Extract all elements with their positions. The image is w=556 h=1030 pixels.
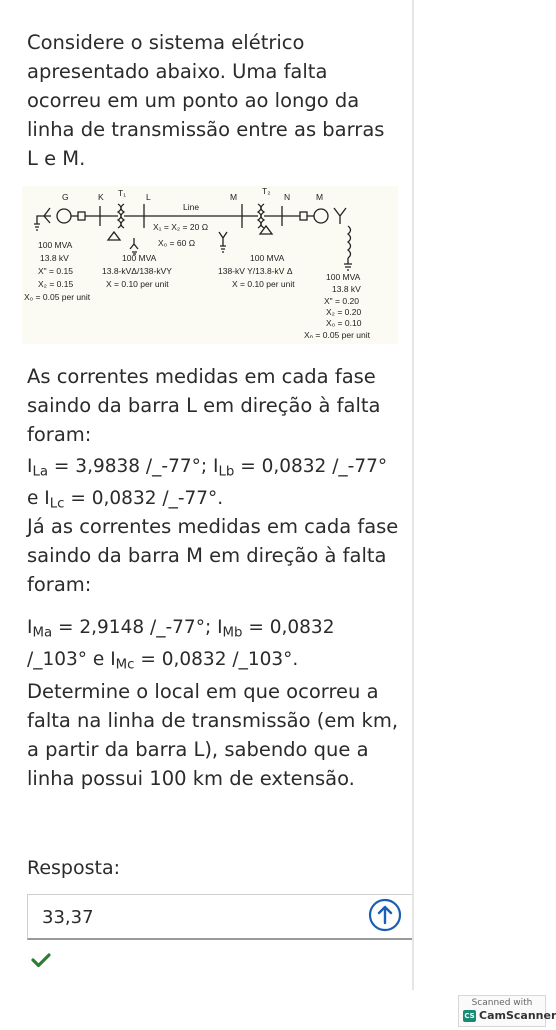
delta-icon (108, 232, 120, 240)
neutral-reactor-icon (348, 226, 351, 258)
svg-text:K: K (98, 192, 104, 202)
correct-check-icon (31, 952, 51, 968)
svg-text:L: L (146, 192, 151, 202)
svg-text:100 MVA: 100 MVA (38, 240, 73, 250)
currents-m-formula: $I_{Ma} = 2,9148$ /_-77°; $I_{Mb} = 0,0832$ /_103° e $I_{Mc} = 0,0832$ /_103°. (27, 617, 335, 673)
svg-text:X = 0.10 per unit: X = 0.10 per unit (106, 279, 169, 289)
svg-text:138-kV Y/13.8-kV Δ: 138-kV Y/13.8-kV Δ (218, 266, 293, 276)
watermark-top: Scanned with (471, 998, 533, 1008)
svg-text:G: G (62, 192, 69, 202)
wye-icon-motor (334, 208, 346, 224)
svg-text:X₀ = 60 Ω: X₀ = 60 Ω (158, 238, 196, 248)
ground-icon (34, 224, 40, 230)
svg-text:X" = 0.15: X" = 0.15 (38, 266, 73, 276)
breaker-icon (78, 212, 85, 220)
currents-l-formula: $I_{La} = 3,9838$ /_-77°; $I_{Lb} = 0,0832$ /_-77° e $I_{Lc} = 0,0832$ /_-77°. (27, 456, 388, 512)
svg-text:N: N (284, 192, 291, 202)
currents-l-intro: As correntes medidas em cada fase saindo da barra L em direção à falta foram: (27, 365, 381, 446)
svg-text:X₀ = 0.05 per unit: X₀ = 0.05 per unit (24, 292, 91, 302)
svg-text:T₁: T₁ (118, 188, 127, 198)
breaker-icon-2 (300, 212, 307, 220)
motor-icon (314, 209, 328, 223)
svg-text:13.8-kVΔ/138-kVY: 13.8-kVΔ/138-kVY (102, 266, 172, 276)
currents-m-intro: Já as correntes medidas em cada fase saindo da barra M em direção à falta foram: (27, 515, 399, 596)
svg-text:X = 0.10 per unit: X = 0.10 per unit (232, 279, 295, 289)
submit-arrow-button[interactable] (367, 897, 403, 933)
svg-text:X₀ = 0.10: X₀ = 0.10 (326, 318, 362, 328)
ground-icon-motor (344, 258, 352, 270)
svg-text:X" = 0.20: X" = 0.20 (324, 296, 359, 306)
question-intro: Considere o sistema elétrico apresentado abaixo. Uma falta ocorreu em um ponto ao longo da linha de transmissão entre as barras L e M. (27, 31, 385, 170)
answer-value[interactable]: 33,37 (42, 907, 94, 928)
card-edge (412, 0, 414, 990)
power-system-diagram (22, 186, 398, 344)
svg-text:M: M (230, 192, 238, 202)
svg-text:T₂: T₂ (262, 186, 271, 196)
camscanner-watermark (458, 995, 556, 1027)
svg-text:13.8 kV: 13.8 kV (332, 284, 361, 294)
svg-text:100 MVA: 100 MVA (122, 253, 157, 263)
watermark-name: CamScanner (479, 1009, 556, 1022)
svg-text:Line: Line (183, 202, 200, 212)
svg-text:X₁ = X₂ = 20 Ω: X₁ = X₂ = 20 Ω (153, 222, 209, 232)
svg-text:Xₙ = 0.05 per unit: Xₙ = 0.05 per unit (304, 330, 370, 340)
svg-text:X₂ = 0.20: X₂ = 0.20 (326, 307, 362, 317)
task-text: Determine o local em que ocorreu a falta na linha de transmissão (em km, a partir da barra L), sabendo que a linha possui 100 km de extensão. (27, 680, 399, 790)
delta-icon-t2 (260, 226, 272, 234)
svg-text:13.8 kV: 13.8 kV (40, 253, 69, 263)
generator-icon (57, 209, 71, 223)
camscanner-logo-icon: CS (464, 1012, 475, 1020)
wye-icon (44, 208, 51, 223)
svg-text:M: M (316, 192, 324, 202)
answer-input[interactable] (27, 894, 413, 940)
svg-text:100 MVA: 100 MVA (326, 272, 361, 282)
wye-icon-t1 (130, 238, 138, 249)
answer-label: Resposta: (27, 857, 121, 879)
svg-text:100 MVA: 100 MVA (250, 253, 285, 263)
svg-text:X₂ = 0.15: X₂ = 0.15 (38, 279, 74, 289)
